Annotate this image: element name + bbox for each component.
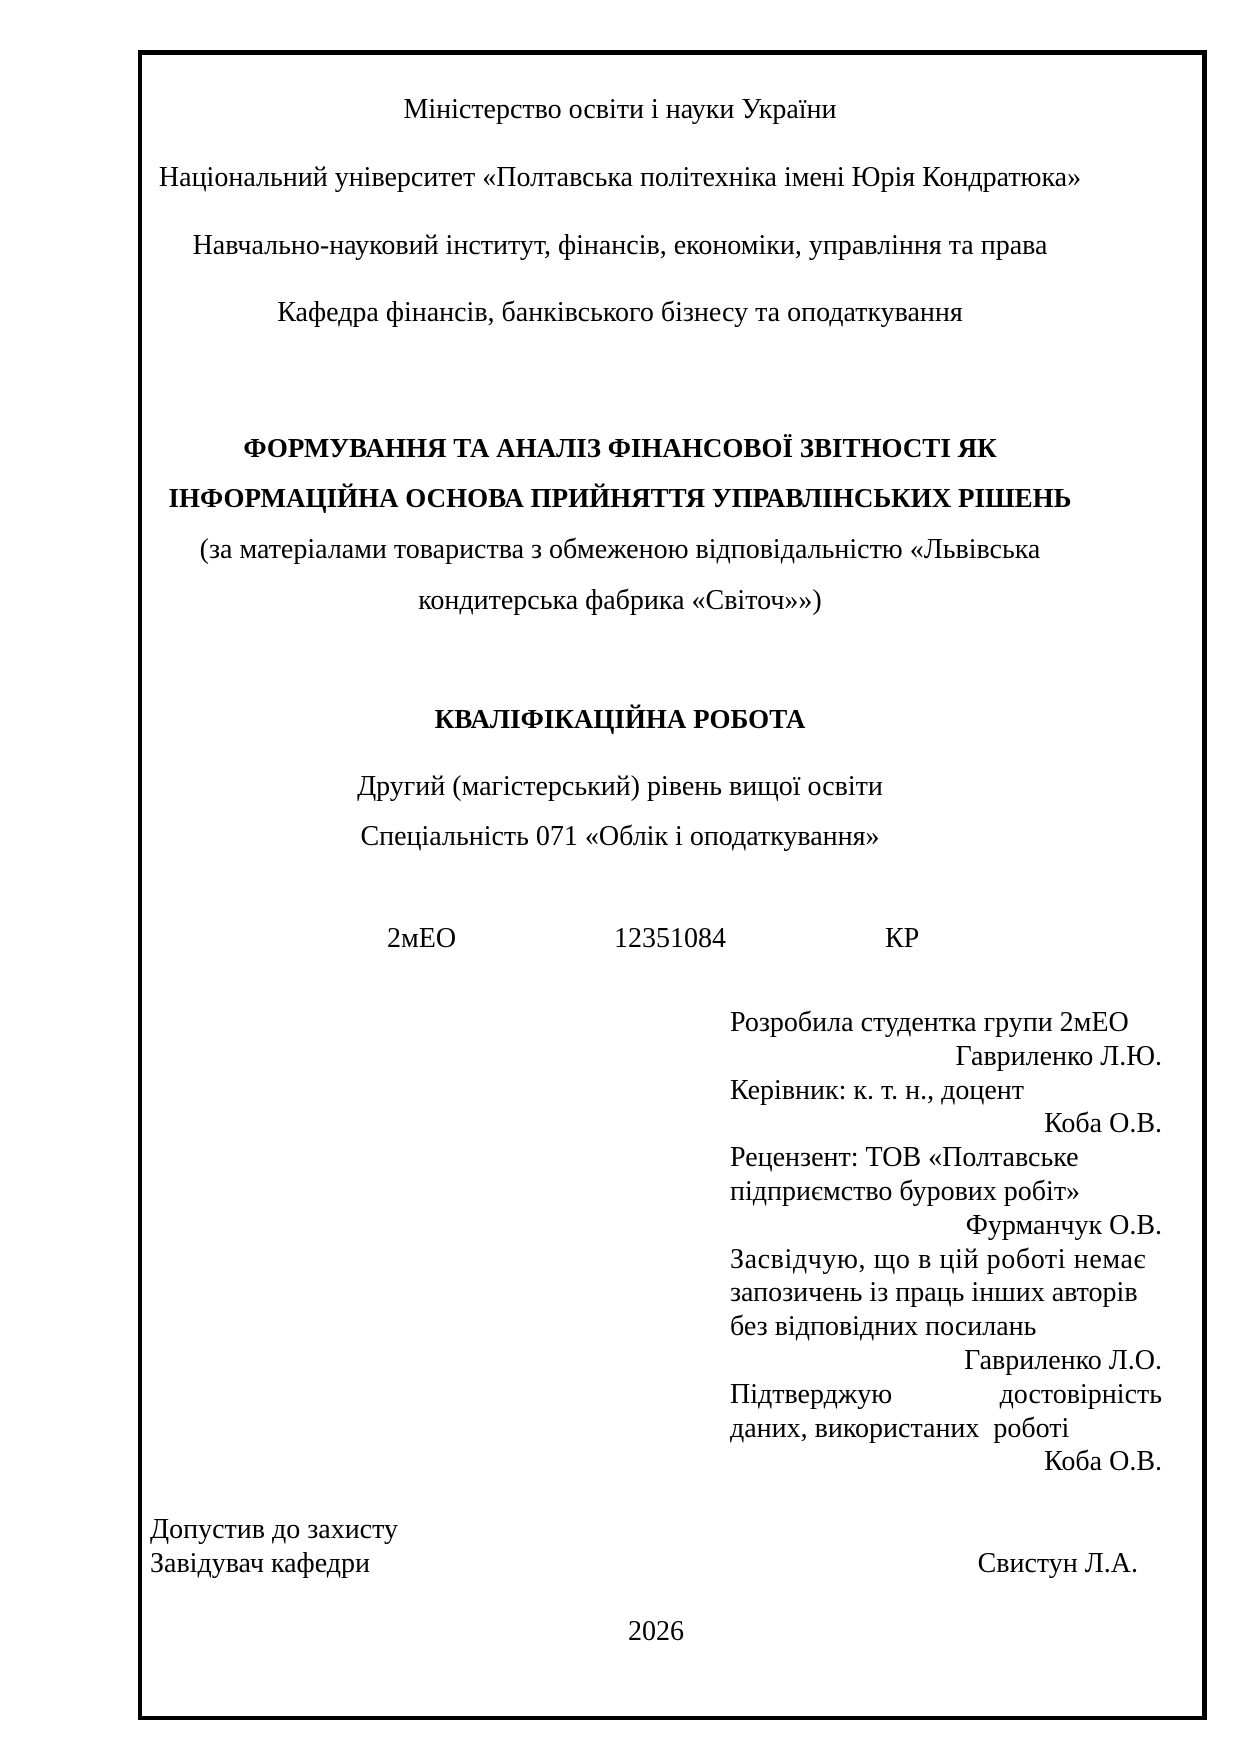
title-line-1: ФОРМУВАННЯ ТА АНАЛІЗ ФІНАНСОВОЇ ЗВІТНОСТІ ЯК bbox=[243, 433, 997, 463]
supervisor-name: Коба О.В. bbox=[1044, 1108, 1162, 1140]
developer-name: Гавриленко Л.Ю. bbox=[955, 1040, 1162, 1072]
education-level: Другий (магістерський) рівень вищої освіти bbox=[357, 771, 883, 802]
student-code: 12351084 bbox=[614, 923, 726, 954]
signatures-block bbox=[730, 1006, 1162, 1479]
certify-name: Гавриленко Л.О. bbox=[964, 1344, 1162, 1376]
document-type: КР bbox=[885, 923, 920, 954]
reviewer-label-1: Рецензент: ТОВ «Полтавське bbox=[730, 1142, 1079, 1174]
confirm-name: Коба О.В. bbox=[1044, 1446, 1162, 1478]
university: Національний університет «Полтавська політехніка імені Юрія Кондратюка» bbox=[158, 162, 1082, 193]
subtitle-line-1: (за матеріалами товариства з обмеженою відповідальністю «Львівська bbox=[199, 534, 1041, 565]
certify-line-1: Засвідчую, що в цій роботі немає bbox=[730, 1243, 1147, 1275]
admission-line-1: Допустив до захисту bbox=[150, 1514, 398, 1545]
department: Кафедра фінансів, банківського бізнесу та оподаткування bbox=[277, 297, 963, 328]
reviewer-label-2: підприємство бурових робіт» bbox=[730, 1175, 1081, 1207]
developer-label: Розробила студентка групи 2мЕО bbox=[730, 1007, 1129, 1038]
year: 2026 bbox=[628, 1616, 684, 1647]
admission-line-2: Завідувач кафедри bbox=[150, 1548, 370, 1579]
certify-line-3: без відповідних посилань bbox=[730, 1311, 1037, 1343]
confirm-line-2: даних, використаних роботі bbox=[730, 1412, 1070, 1444]
work-type: КВАЛІФІКАЦІЙНА РОБОТА bbox=[434, 704, 806, 734]
confirm-word-2: достовірність bbox=[999, 1378, 1162, 1410]
confirm-word-1: Підтверджую bbox=[730, 1378, 893, 1410]
confirm-line-1 bbox=[730, 1378, 1162, 1412]
subtitle-line-2: кондитерська фабрика «Світоч»») bbox=[418, 585, 822, 616]
reviewer-name: Фурманчук О.В. bbox=[965, 1209, 1162, 1241]
specialty: Спеціальність 071 «Облік і оподаткування» bbox=[360, 821, 880, 852]
title-line-2: ІНФОРМАЦІЙНА ОСНОВА ПРИЙНЯТТЯ УПРАВЛІНСЬКИХ РІШЕНЬ bbox=[168, 483, 1072, 513]
supervisor-label: Керівник: к. т. н., доцент bbox=[730, 1074, 1024, 1106]
certify-line-2: запозичень із праць інших авторів bbox=[730, 1277, 1138, 1309]
group-code: 2мЕО bbox=[387, 923, 457, 954]
head-of-department-name: Свистун Л.А. bbox=[977, 1548, 1138, 1579]
ministry: Міністерство освіти і науки України bbox=[403, 94, 837, 125]
institute: Навчально-науковий інститут, фінансів, економіки, управління та права bbox=[192, 230, 1048, 261]
